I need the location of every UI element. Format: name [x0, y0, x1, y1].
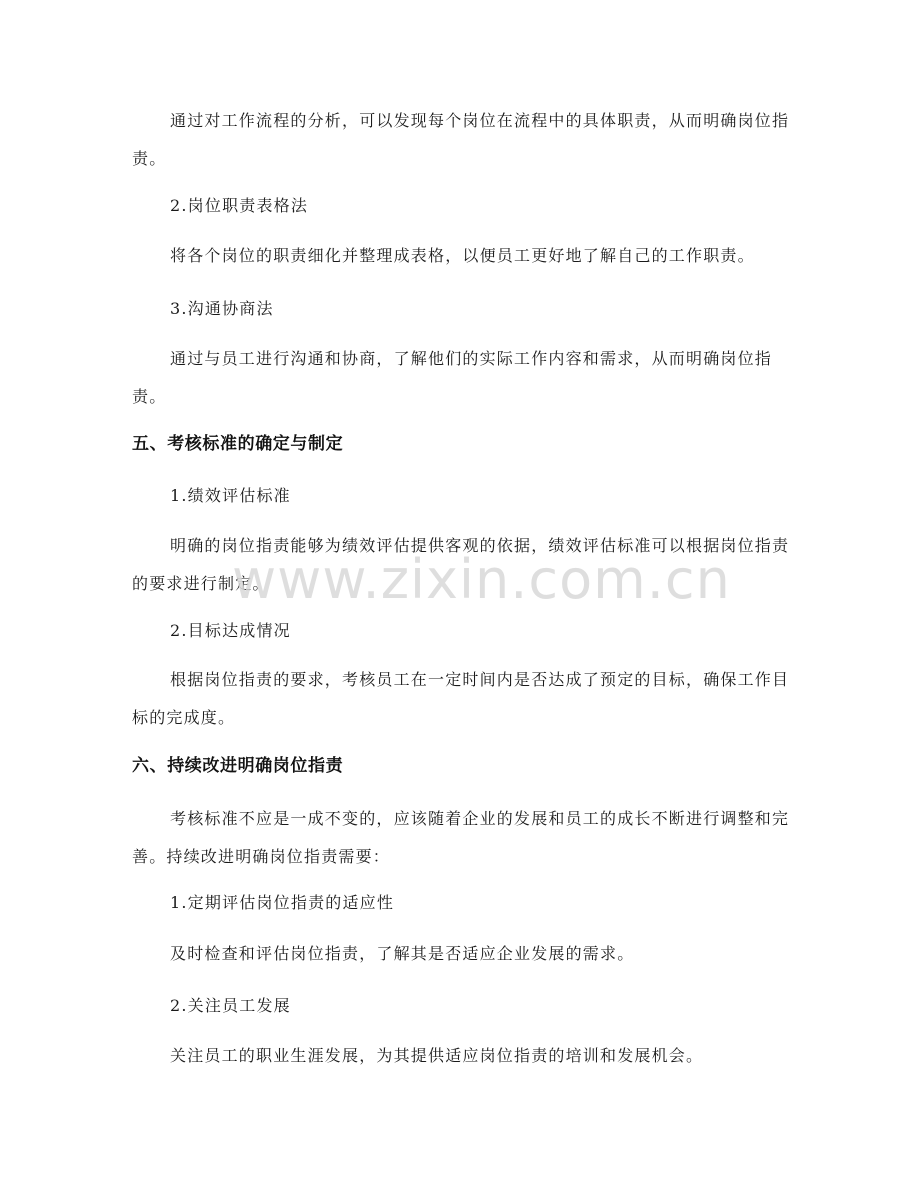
- paragraph-duty-table: 将各个岗位的职责细化并整理成表格，以便员工更好地了解自己的工作职责。: [170, 246, 755, 265]
- paragraph-communication: 通过与员工进行沟通和协商，了解他们的实际工作内容和需求，从而明确岗位指责。: [132, 349, 773, 406]
- paragraph-continuous-improvement: 考核标准不应是一成不变的，应该随着企业的发展和员工的成长不断进行调整和完善。持续改进明确岗位指责需要：: [132, 809, 790, 866]
- item-periodic-evaluation: 1.定期评估岗位指责的适应性: [170, 893, 395, 912]
- watermark-text: www.zixin.com.cn: [232, 548, 731, 611]
- item-performance-standard: 1.绩效评估标准: [170, 486, 291, 505]
- item-job-duty-table-method: 2.岗位职责表格法: [170, 196, 309, 215]
- paragraph-goal-achievement: 根据岗位指责的要求，考核员工在一定时间内是否达成了预定的目标，确保工作目标的完成度。: [132, 670, 790, 727]
- item-communication-method: 3.沟通协商法: [170, 299, 274, 318]
- section-heading-five: 五、考核标准的确定与制定: [132, 434, 344, 454]
- section-heading-six: 六、持续改进明确岗位指责: [132, 756, 344, 776]
- item-employee-development: 2.关注员工发展: [170, 996, 291, 1015]
- paragraph-performance-standard: 明确的岗位指责能够为绩效评估提供客观的依据，绩效评估标准可以根据岗位指责的要求进行制定。: [132, 536, 790, 593]
- paragraph-workflow-analysis: 通过对工作流程的分析，可以发现每个岗位在流程中的具体职责，从而明确岗位指责。: [132, 111, 790, 168]
- paragraph-periodic-evaluation: 及时检查和评估岗位指责，了解其是否适应企业发展的需求。: [170, 944, 635, 963]
- item-goal-achievement: 2.目标达成情况: [170, 621, 291, 640]
- paragraph-employee-development: 关注员工的职业生涯发展，为其提供适应岗位指责的培训和发展机会。: [170, 1046, 704, 1065]
